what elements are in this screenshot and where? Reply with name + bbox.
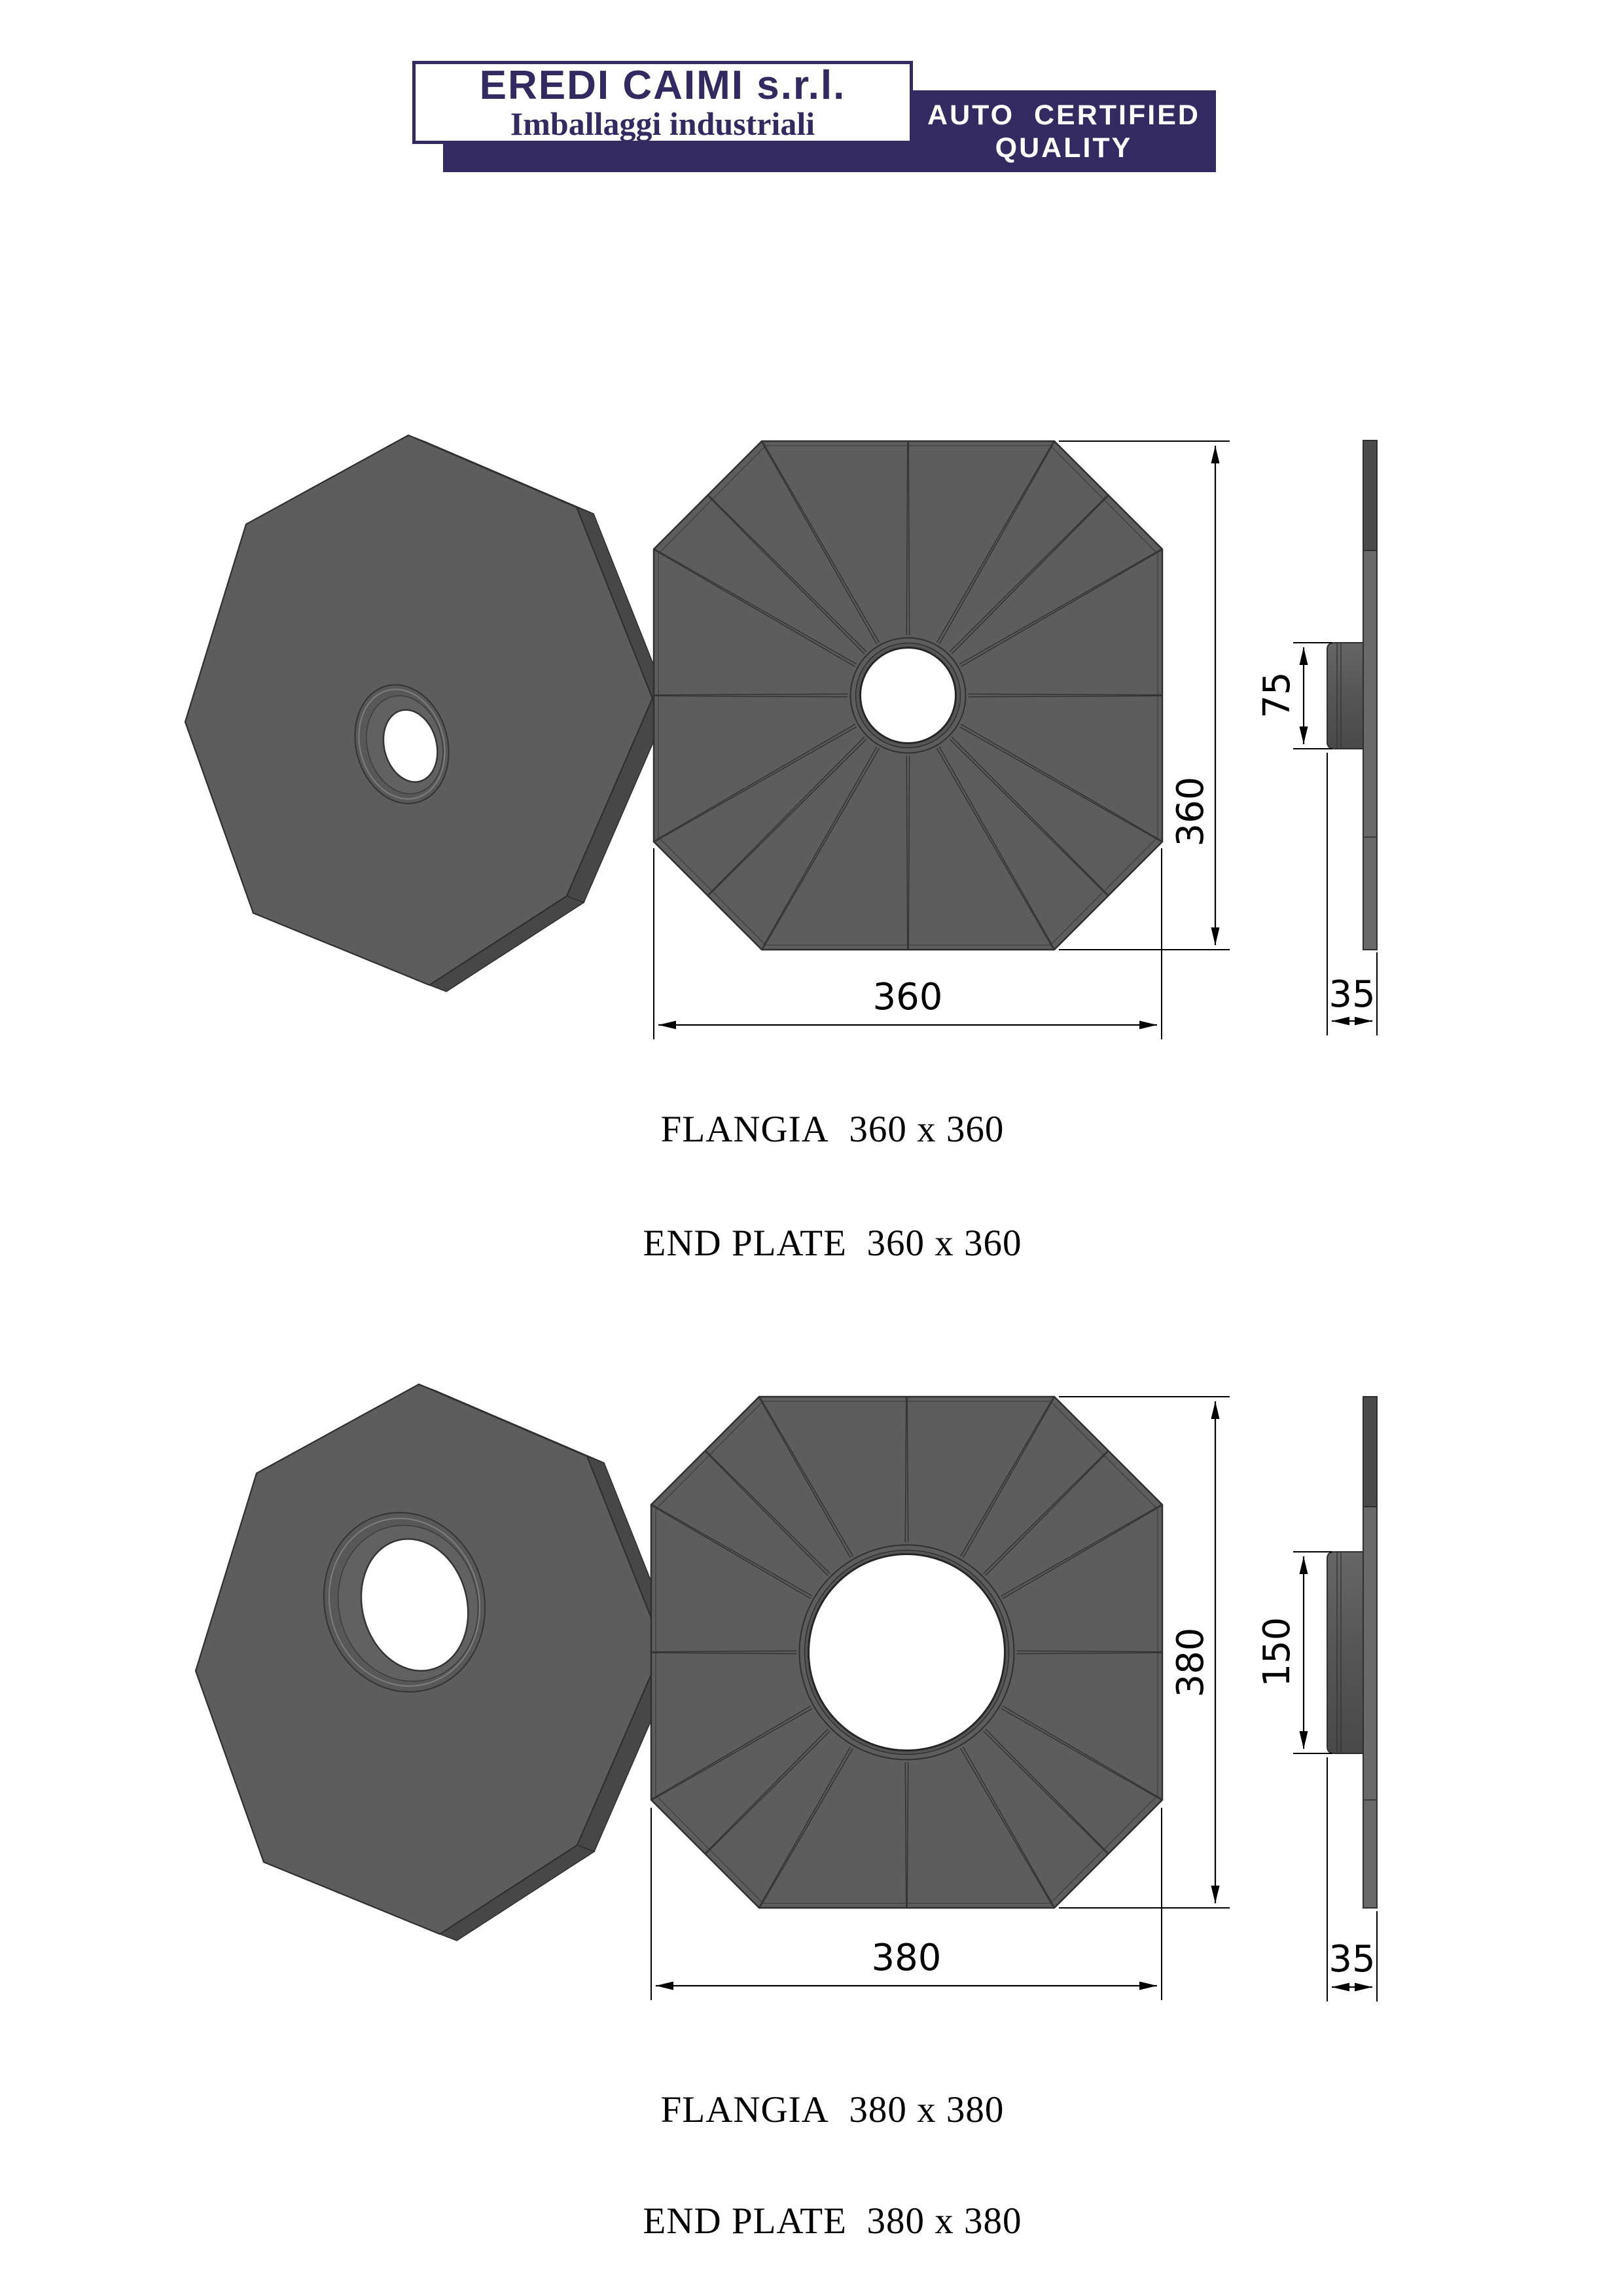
dim-thickness-380: 35 bbox=[1329, 1938, 1376, 1981]
badge-line2: QUALITY bbox=[995, 132, 1133, 164]
company-tagline: Imballaggi industriali bbox=[510, 105, 815, 142]
company-name: EREDI CAIMI s.r.l. bbox=[479, 62, 846, 108]
front-view-380 bbox=[651, 1397, 1163, 1909]
front-view-360 bbox=[654, 441, 1163, 950]
badge-line1: AUTO CERTIFIED bbox=[927, 99, 1200, 131]
side-view-380 bbox=[1327, 1397, 1377, 1908]
dim-height-380: 380 bbox=[1169, 1627, 1212, 1698]
dim-boss-380: 150 bbox=[1256, 1617, 1298, 1687]
center-hole-380 bbox=[809, 1554, 1005, 1751]
dim-thickness-360: 35 bbox=[1329, 973, 1376, 1016]
dim-width-360: 360 bbox=[872, 976, 943, 1018]
drawing-380 bbox=[196, 1384, 1377, 2242]
center-hole-360 bbox=[861, 648, 956, 744]
drawing-360 bbox=[185, 435, 1377, 1264]
title-endplate-360: END PLATE 360 x 360 bbox=[643, 1223, 1022, 1264]
dim-width-380: 380 bbox=[871, 1937, 942, 1979]
title-flangia-360: FLANGIA 360 x 360 bbox=[660, 1109, 1005, 1150]
side-boss-360 bbox=[1327, 643, 1363, 749]
iso-view-360 bbox=[185, 435, 669, 992]
side-view-360 bbox=[1327, 440, 1377, 950]
certified-badge-text bbox=[912, 90, 1216, 172]
title-flangia-380: FLANGIA 380 x 380 bbox=[660, 2089, 1005, 2130]
company-logo bbox=[412, 61, 913, 144]
title-endplate-380: END PLATE 380 x 380 bbox=[643, 2200, 1022, 2242]
dim-height-360: 360 bbox=[1169, 776, 1212, 847]
dim-boss-360: 75 bbox=[1256, 672, 1298, 719]
side-boss-380 bbox=[1327, 1552, 1363, 1753]
iso-view-380 bbox=[196, 1384, 680, 1941]
